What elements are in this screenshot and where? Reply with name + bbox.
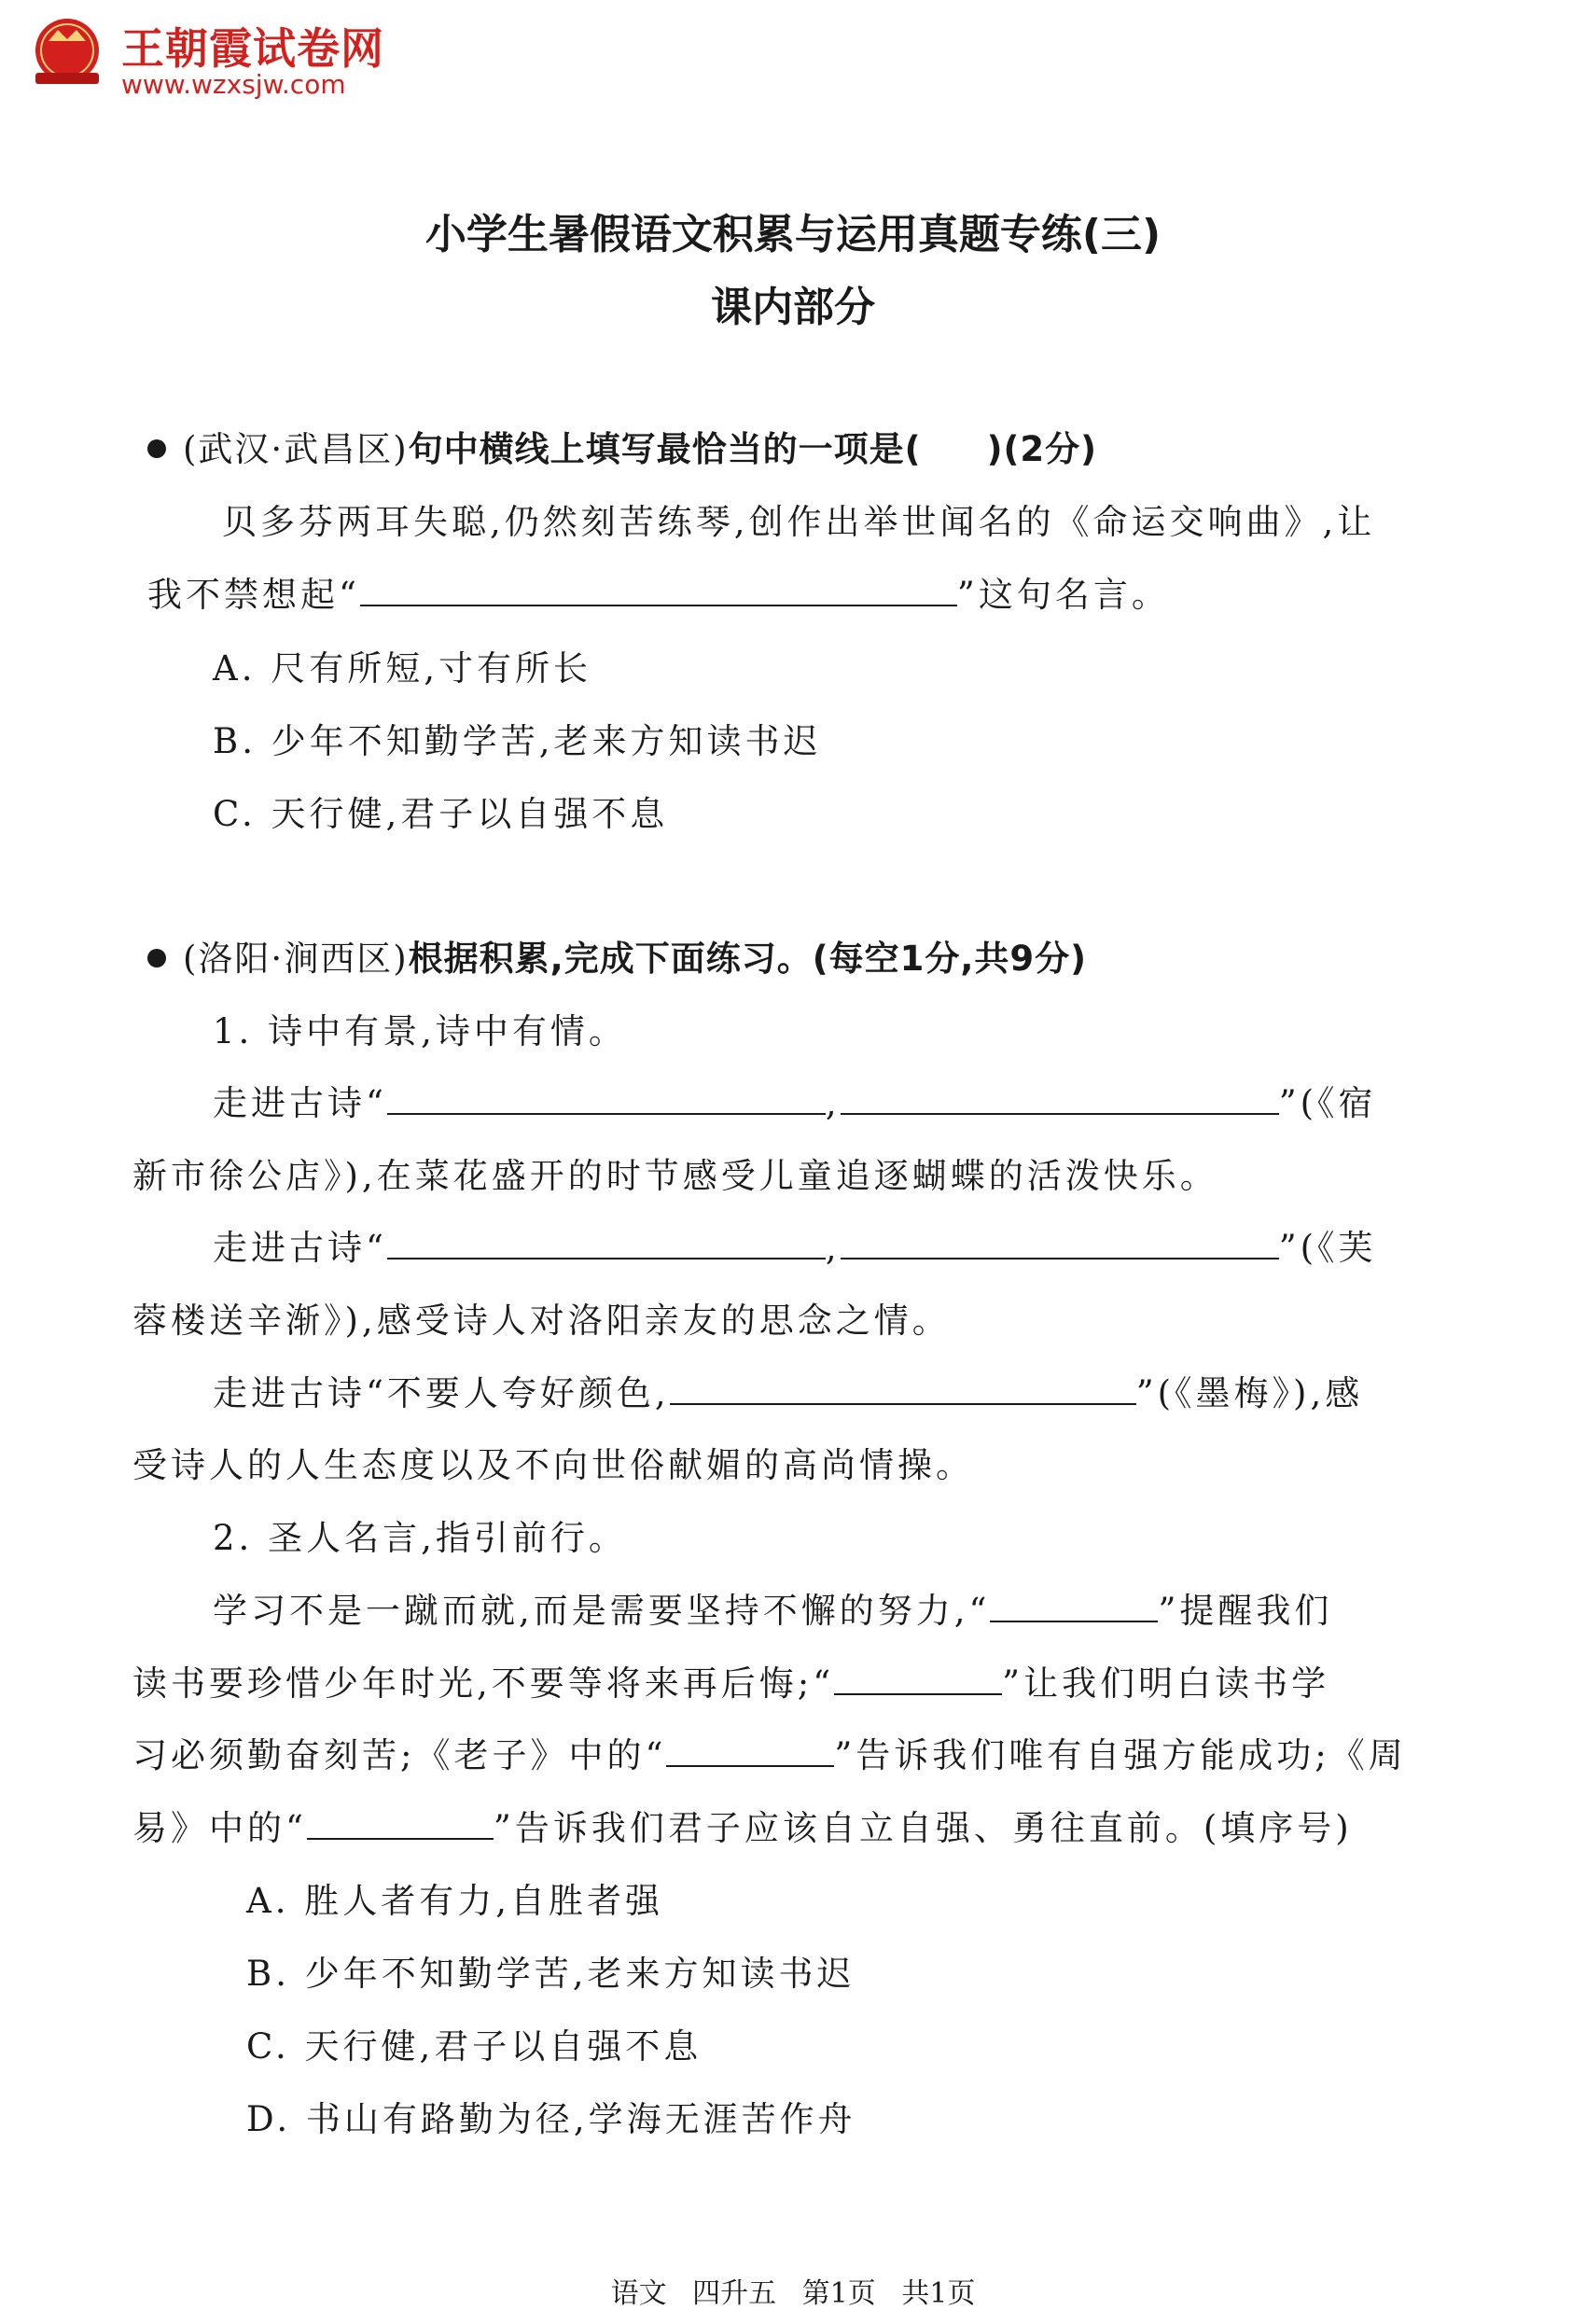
poem-text: 走进古诗“ <box>213 1228 387 1268</box>
poem-line-3 <box>213 1375 1363 1413</box>
answer-blank[interactable] <box>990 1593 1158 1622</box>
site-logo[interactable] <box>21 9 412 99</box>
quote-line-3 <box>132 1737 1407 1775</box>
section-title: 课内部分 <box>711 284 875 331</box>
question-1-score: )(2分) <box>986 429 1098 469</box>
poem-line-3-cont: 受诗人的人生态度以及不向世俗献媚的高尚情操。 <box>132 1445 974 1485</box>
brand-title: 王朝霞试卷网 <box>121 23 384 74</box>
poem-text: ”(《墨梅》),感 <box>1135 1373 1364 1413</box>
poem-line-2 <box>213 1230 1377 1268</box>
sub-question-1-title: 1. 诗中有景,诗中有情。 <box>213 1011 627 1051</box>
answer-blank[interactable] <box>360 577 957 606</box>
question-1-stem-line2 <box>147 577 1170 615</box>
option-b: B. 少年不知勤学苦,老来方知读书迟 <box>213 721 822 761</box>
poem-line-1 <box>213 1085 1377 1123</box>
option-c: C. 天行健,君子以自强不息 <box>246 2026 703 2067</box>
poem-text: ”(《宿 <box>1278 1083 1377 1123</box>
page-title: 小学生暑假语文积累与运用真题专练(三) <box>424 211 1162 258</box>
quote-line-1 <box>213 1593 1332 1631</box>
option-d: D. 书山有路勤为径,学海无涯苦作舟 <box>246 2099 856 2139</box>
quote-text: ”提醒我们 <box>1158 1591 1333 1631</box>
poem-text: , <box>825 1083 841 1123</box>
answer-blank[interactable] <box>841 1085 1279 1115</box>
quote-text: ”告诉我们君子应该自立自强、勇往直前。(填序号) <box>493 1808 1353 1848</box>
question-2-prompt: 根据积累,完成下面练习。(每空1分,共9分) <box>408 939 1088 979</box>
stem-text: ”这句名言。 <box>956 575 1170 615</box>
bullet-icon <box>147 949 166 967</box>
question-1-header <box>147 431 1097 469</box>
answer-blank[interactable] <box>670 1375 1136 1405</box>
quote-text: ”让我们明白读书学 <box>1002 1663 1330 1704</box>
option-a: A. 尺有所短,寸有所长 <box>213 648 592 689</box>
answer-blank[interactable] <box>666 1737 834 1767</box>
page-footer: 语文 四升五 第1页 共1页 <box>610 2277 976 2310</box>
option-a: A. 胜人者有力,自胜者强 <box>246 1881 664 1921</box>
quote-text: 读书要珍惜少年时光,不要等将来再后悔;“ <box>132 1663 835 1704</box>
seal-icon <box>28 13 106 91</box>
poem-text: 走进古诗“ <box>213 1083 387 1123</box>
answer-blank[interactable] <box>307 1810 494 1840</box>
quote-text: 易》中的“ <box>132 1808 307 1848</box>
quote-text: ”告诉我们唯有自强方能成功;《周 <box>834 1735 1407 1775</box>
quote-text: 习必须勤奋刻苦;《老子》中的“ <box>132 1735 667 1775</box>
poem-line-1-cont: 新市徐公店》),在菜花盛开的时节感受儿童追逐蝴蝶的活泼快乐。 <box>132 1156 1218 1196</box>
answer-blank[interactable] <box>834 1665 1002 1695</box>
sub-question-2-title: 2. 圣人名言,指引前行。 <box>213 1518 627 1558</box>
question-2-source: (洛阳·涧西区) <box>183 939 409 979</box>
stem-text: 我不禁想起“ <box>147 575 360 615</box>
answer-blank[interactable] <box>387 1230 826 1259</box>
quote-line-4 <box>132 1810 1353 1848</box>
poem-text: 走进古诗“不要人夸好颜色, <box>213 1373 670 1413</box>
option-b: B. 少年不知勤学苦,老来方知读书迟 <box>246 1954 856 1994</box>
poem-text: ”(《芙 <box>1278 1228 1377 1268</box>
answer-blank[interactable] <box>387 1085 826 1115</box>
question-1-prompt: 句中横线上填写最恰当的一项是( <box>408 429 922 469</box>
brand-url[interactable]: www.wzxsjw.com <box>121 69 346 100</box>
option-c: C. 天行健,君子以自强不息 <box>213 794 669 834</box>
question-2-header <box>147 940 1087 979</box>
poem-text: , <box>825 1228 841 1268</box>
question-1-stem-line1: 贝多芬两耳失聪,仍然刻苦练琴,创作出举世闻名的《命运交响曲》,让 <box>222 502 1376 542</box>
bullet-icon <box>147 439 166 458</box>
quote-text: 学习不是一蹴而就,而是需要坚持不懈的努力,“ <box>213 1591 991 1631</box>
question-1-source: (武汉·武昌区) <box>183 429 409 469</box>
answer-blank[interactable] <box>841 1230 1279 1259</box>
quote-line-2 <box>132 1665 1329 1704</box>
poem-line-2-cont: 蓉楼送辛渐》),感受诗人对洛阳亲友的思念之情。 <box>132 1301 951 1341</box>
